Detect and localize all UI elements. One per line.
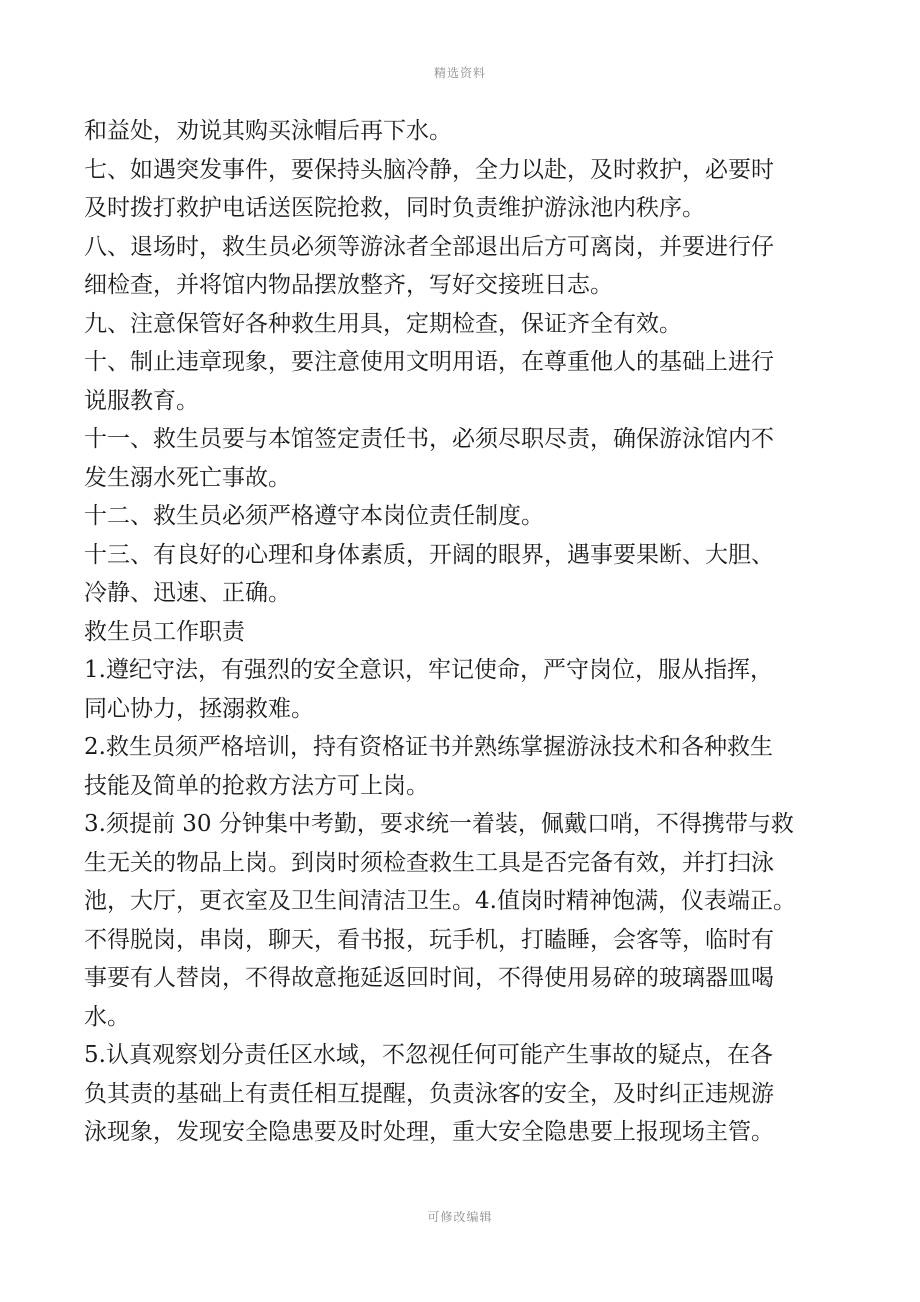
text-line: 说服教育。 — [84, 387, 199, 414]
text-line: 十、制止违章现象，要注意使用文明用语，在尊重他人的基础上进行 — [84, 349, 774, 375]
text-line: 生无关的物品上岗。到岗时须检查救生工具是否完备有效，并打扫泳 — [84, 849, 774, 876]
text-line: 池，大厅，更衣室及卫生间清洁卫生。4.值岗时精神饱满，仪表端正。 — [84, 888, 796, 914]
page-footer: 可修改编辑 — [427, 1210, 493, 1224]
page-header: 精选资料 — [433, 66, 486, 80]
text-line: 水。 — [84, 1003, 130, 1030]
section-title: 救生员工作职责 — [84, 618, 245, 645]
text-line: 3.须提前 30 分钟集中考勤，要求统一着装，佩戴口哨，不得携带与救 — [84, 811, 794, 837]
text-line: 细检查，并将馆内物品摆放整齐，写好交接班日志。 — [84, 272, 613, 298]
text-line: 十三、有良好的心理和身体素质，开阔的眼界，遇事要果断、大胆、 — [84, 541, 774, 568]
text-line: 负其责的基础上有责任相互提醒，负责泳客的安全，及时纠正违规游 — [84, 1080, 774, 1107]
text-line: 发生溺水死亡事故。 — [84, 464, 291, 491]
text-line: 泳现象，发现安全隐患要及时处理，重大安全隐患要上报现场主管。 — [84, 1119, 774, 1145]
text-line: 2.救生员须严格培训，持有资格证书并熟练掌握游泳技术和各种救生 — [84, 734, 773, 760]
text-line: 九、注意保管好各种救生用具，定期检查，保证齐全有效。 — [84, 310, 682, 337]
text-line: 十二、救生员必须严格遵守本岗位责任制度。 — [84, 503, 544, 529]
text-line: 不得脱岗，串岗，聊天，看书报，玩手机，打瞌睡，会客等，临时有 — [84, 926, 774, 953]
text-line: 5.认真观察划分责任区水域，不忽视任何可能产生事故的疑点，在各 — [84, 1042, 773, 1068]
text-line: 十一、救生员要与本馆签定责任书，必须尽职尽责，确保游泳馆内不 — [84, 426, 774, 452]
text-line: 八、退场时，救生员必须等游泳者全部退出后方可离岗，并要进行仔 — [84, 233, 774, 260]
text-line: 1.遵纪守法，有强烈的安全意识，牢记使命，严守岗位，服从指挥， — [84, 657, 773, 683]
text-line: 及时拨打救护电话送医院抢救，同时负责维护游泳池内秩序。 — [84, 195, 705, 221]
document-body — [84, 112, 852, 1152]
text-line: 和益处，劝说其购买泳帽后再下水。 — [84, 118, 452, 144]
text-line: 技能及简单的抢救方法方可上岗。 — [84, 772, 429, 799]
text-line: 冷静、迅速、正确。 — [84, 580, 291, 606]
text-line: 事要有人替岗，不得故意拖延返回时间，不得使用易碎的玻璃器皿喝 — [84, 965, 774, 991]
text-line: 同心协力，拯溺救难。 — [84, 695, 314, 722]
text-line: 七、如遇突发事件，要保持头脑冷静，全力以赴，及时救护，必要时 — [84, 156, 774, 183]
